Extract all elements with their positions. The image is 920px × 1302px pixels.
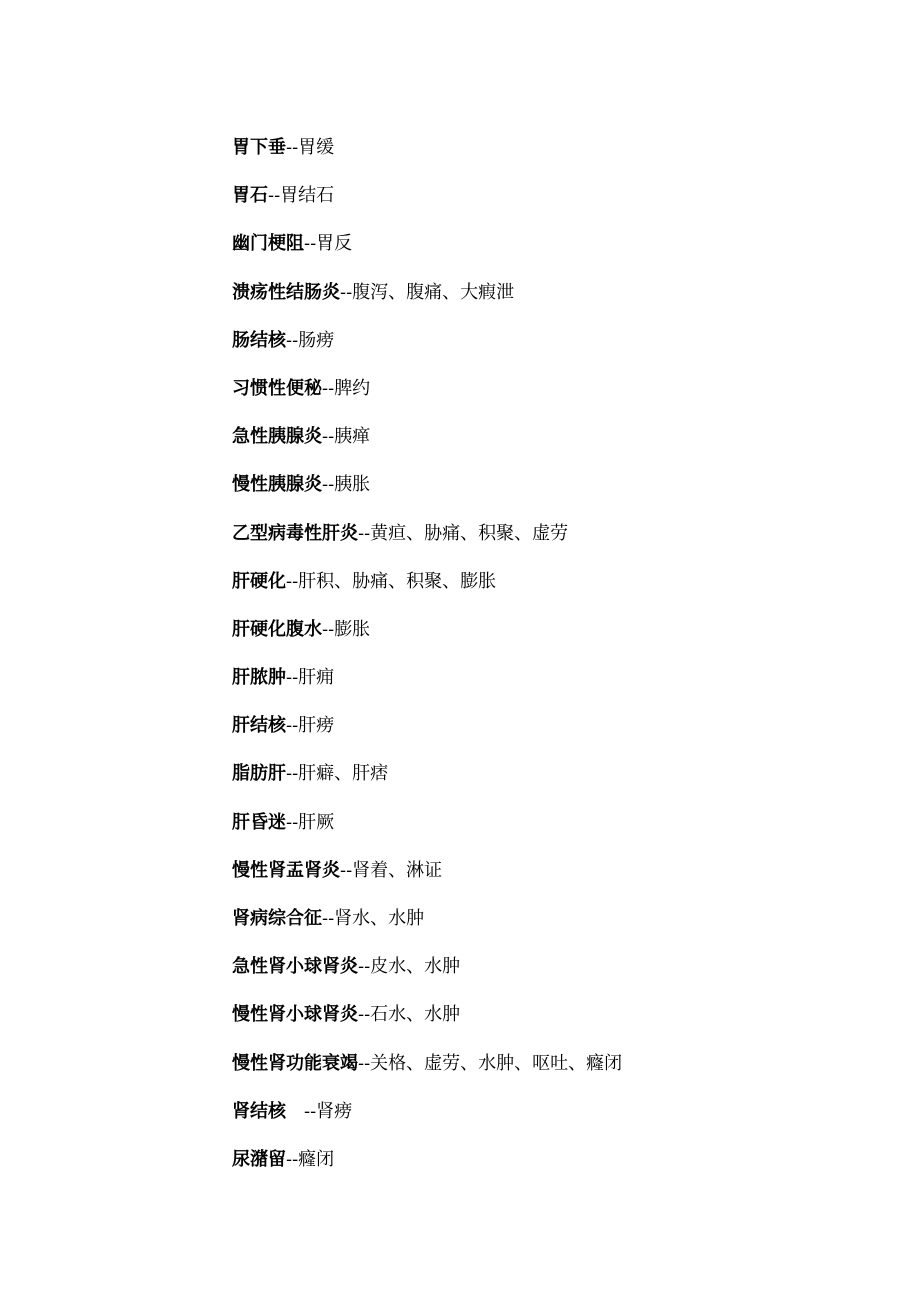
tcm-term: 关格、虚劳、水肿、呕吐、癃闭 <box>370 1052 623 1074</box>
separator: -- <box>358 956 371 978</box>
list-item <box>232 136 622 184</box>
tcm-term: 膨胀 <box>334 618 371 640</box>
separator: -- <box>286 1148 299 1170</box>
western-term: 慢性肾盂肾炎 <box>232 859 340 881</box>
list-item <box>232 955 622 1003</box>
separator: -- <box>286 570 299 592</box>
separator: -- <box>286 667 299 689</box>
list-item <box>232 281 622 329</box>
separator: -- <box>268 185 281 207</box>
western-term: 习惯性便秘 <box>232 377 322 399</box>
western-term: 肠结核 <box>232 329 286 351</box>
list-item <box>232 762 622 810</box>
western-term: 溃疡性结肠炎 <box>232 281 340 303</box>
separator: -- <box>322 377 335 399</box>
list-item <box>232 618 622 666</box>
western-term: 肾病综合征 <box>232 908 322 929</box>
western-term: 肝昏迷 <box>232 811 286 833</box>
list-item <box>232 1003 622 1051</box>
tcm-term: 肝积、胁痛、积聚、膨胀 <box>298 570 497 592</box>
western-term: 肝结核 <box>232 715 286 737</box>
western-term: 幽门梗阻 <box>232 233 304 255</box>
list-item <box>232 232 622 280</box>
list-item <box>232 329 622 377</box>
separator: -- <box>286 715 299 737</box>
western-term: 尿潴留 <box>232 1148 286 1170</box>
western-term: 脂肪肝 <box>232 763 286 785</box>
list-item <box>232 425 622 473</box>
western-term: 急性胰腺炎 <box>232 426 322 448</box>
tcm-term: 肾着、淋证 <box>352 859 443 881</box>
tcm-term: 脾约 <box>334 377 371 399</box>
list-item <box>232 859 622 907</box>
tcm-term: 胰胀 <box>334 474 371 496</box>
separator: -- <box>322 474 335 496</box>
list-item <box>232 714 622 762</box>
list-item <box>232 1052 622 1100</box>
list-item <box>232 570 622 618</box>
separator: -- <box>358 522 371 544</box>
western-term: 肝硬化腹水 <box>232 618 322 640</box>
western-term: 慢性肾小球肾炎 <box>232 1004 358 1026</box>
separator: -- <box>358 1004 371 1026</box>
western-term: 胃石 <box>232 185 268 207</box>
tcm-term: 石水、水肿 <box>370 1004 461 1026</box>
tcm-term: 肝痈 <box>298 667 335 689</box>
western-term: 肝脓肿 <box>232 667 286 689</box>
list-item <box>232 1148 622 1196</box>
tcm-term: 肝痨 <box>298 715 335 737</box>
western-term: 急性肾小球肾炎 <box>232 956 358 978</box>
western-term: 肝硬化 <box>232 570 286 592</box>
tcm-term: 胃反 <box>316 233 353 255</box>
separator: -- <box>286 811 299 833</box>
tcm-term: 皮水、水肿 <box>370 956 461 978</box>
western-term: 慢性胰腺炎 <box>232 474 322 496</box>
tcm-term: 肾水、水肿 <box>334 908 425 929</box>
list-item <box>232 473 622 521</box>
western-term: 乙型病毒性肝炎 <box>232 522 358 544</box>
separator: -- <box>358 1052 371 1074</box>
tcm-term: 肠痨 <box>298 329 335 351</box>
western-term: 慢性肾功能衰竭 <box>232 1052 358 1074</box>
tcm-term: 肾痨 <box>316 1100 353 1122</box>
tcm-term: 黄疸、胁痛、积聚、虚劳 <box>370 522 569 544</box>
separator: -- <box>322 618 335 640</box>
disease-term-list <box>232 136 622 1196</box>
list-item <box>232 666 622 714</box>
list-item <box>232 907 622 955</box>
separator: -- <box>286 137 299 158</box>
tcm-term: 肝厥 <box>298 811 335 833</box>
separator: -- <box>340 281 353 303</box>
list-item <box>232 184 622 232</box>
separator: -- <box>286 329 299 351</box>
western-term: 肾结核 <box>232 1100 286 1122</box>
tcm-term: 肝癖、肝痞 <box>298 763 389 785</box>
tcm-term: 癃闭 <box>298 1148 335 1170</box>
tcm-term: 胃缓 <box>298 137 335 158</box>
separator: -- <box>286 763 299 785</box>
separator: -- <box>322 908 335 929</box>
separator: -- <box>286 1100 317 1122</box>
separator: -- <box>340 859 353 881</box>
tcm-term: 腹泻、腹痛、大瘕泄 <box>352 281 515 303</box>
separator: -- <box>322 426 335 448</box>
tcm-term: 胰瘅 <box>334 426 371 448</box>
separator: -- <box>304 233 317 255</box>
western-term: 胃下垂 <box>232 137 286 158</box>
list-item <box>232 522 622 570</box>
tcm-term: 胃结石 <box>280 185 335 207</box>
list-item <box>232 1100 622 1148</box>
list-item <box>232 811 622 859</box>
list-item <box>232 377 622 425</box>
